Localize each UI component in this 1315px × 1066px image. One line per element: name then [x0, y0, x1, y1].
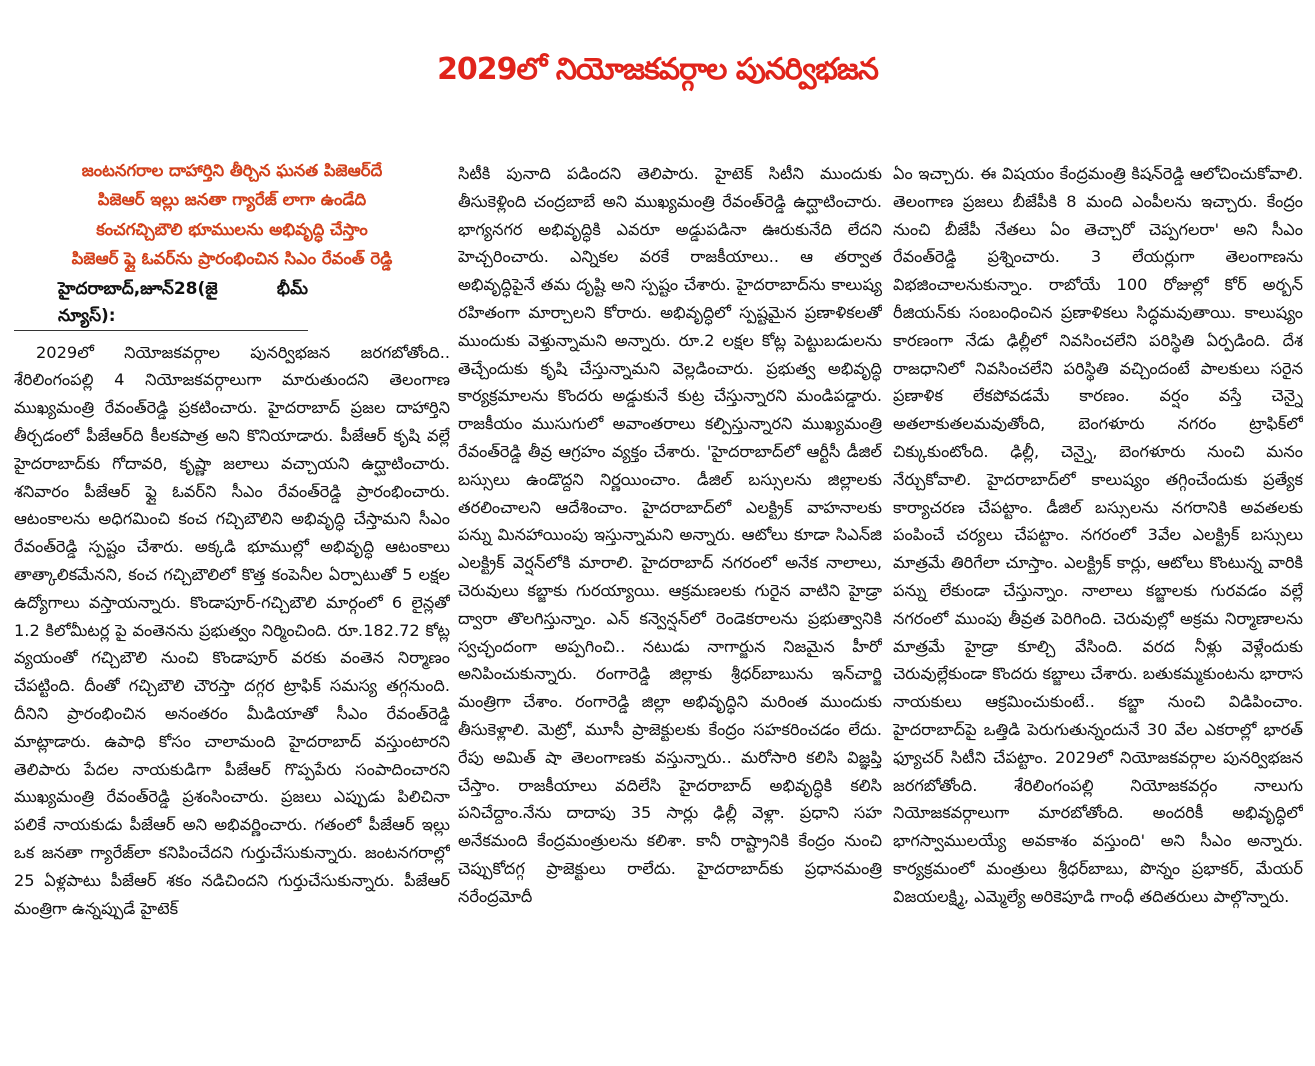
- article-text: సిటీకి పునాది పడిందని తెలిపారు. హైటెక్ సిటీని ముందుకు తీసుకెళ్లింది చంద్రబాబే అని ముఖ్యమంత్రి రేవంత్‌రెడ్డి ఉద్ఘాటించారు. భాగ్యనగర అభివృద్ధికి ఎవరూ అడ్డుపడినా ఊరుకునేది లేదని హెచ్చరించారు. ఎన్నికల వరకే రాజకీయాలు.. ఆ తర్వాత అభివృద్ధిపైనే తమ దృష్టి అని స్పష్టం చేశారు. హైదరాబాద్‌ను కాలుష్య రహితంగా మార్చాలని కోరారు. అభివృద్ధిలో స్పష్టమైన ప్రణాళికలతో ముందుకు వెళ్తున్నామని అన్నారు. రూ.2 లక్షల కోట్ల పెట్టుబడులను తెచ్చేందుకు కృషి చేస్తున్నామని వెల్లడించారు. ప్రభుత్వ అభివృద్ధి కార్యక్రమాలను కొందరు అడ్డుకునే కుట్ర చేస్తున్నారని మండిపడ్డారు. రాజకీయం ముసుగులో అవాంతరాలు కల్పిస్తున్నారని ముఖ్యమంత్రి రేవంత్‌రెడ్డి తీవ్ర ఆగ్రహం వ్యక్తం చేశారు. 'హైదరాబాద్‌లో ఆర్టీసీ డీజిల్ బస్సులు ఉండొద్దని నిర్ణయించాం. డీజిల్ బస్సులను జిల్లాలకు తరలించాలని ఆదేశించాం. హైదరాబాద్‌లో ఎలక్ట్రిక్ వాహనాలకు పన్ను మినహాయింపు ఇస్తున్నామని అన్నారు. ఆటోలు కూడా సిఎన్‌జి ఎలక్ట్రిక్ వెర్షన్‌లోకి మారాలి. హైదరాబాద్ నగరంలో అనేక నాలాలు, చెరువులు కబ్జాకు గురయ్యాయి. ఆక్రమణలకు గురైన వాటిని హైడ్రా ద్వారా తొలగిస్తున్నాం. ఎన్ కన్వెన్షన్‌లో రెండెకరాలను ప్రభుత్వానికి స్వచ్ఛందంగా అప్పగించి.. నటుడు నాగార్జున నిజమైన హీరో అనిపించుకున్నారు. రంగారెడ్డి జిల్లాకు శ్రీధర్‌బాబును ఇన్‌చార్జి మంత్రిగా చేశాం. రంగారెడ్డి జిల్లా అభివృద్ధిని మరింత ముందుకు తీసుకెళ్లాలి. మెట్రో, మూసీ ప్రాజెక్టులకు కేంద్రం సహకరించడం లేదు. రేపు అమిత్ షా తెలంగాణకు వస్తున్నారు.. మరోసారి కలిసి విజ్ఞప్తి చేస్తాం. రాజకీయాలు వదిలేసి హైదరాబాద్ అభివృద్ధికి కలిసి పనిచేద్దాం.నేను దాదాపు 35 సార్లు ఢిల్లీ వెళ్లా. ప్రధాని సహ అనేకమంది కేంద్రమంత్రులను కలిశా. కానీ రాష్ట్రానికి కేంద్రం నుంచి చెప్పుకోదగ్గ ప్రాజెక్టులు రాలేదు. హైదరాబాద్‌కు ప్రధానమంత్రి నరేంద్రమోదీ: [458, 164, 882, 906]
- page-headline: 2029లో నియోజకవర్గాల పునర్విభజన: [437, 52, 878, 87]
- highlights-box: [14, 156, 450, 274]
- article-text: ఏం ఇచ్చారు. ఈ విషయం కేంద్రమంత్రి కిషన్‌రెడ్డి ఆలోచించుకోవాలి. తెలంగాణ ప్రజలు బీజేపీకి 8 మంది ఎంపీలను ఇచ్చారు. కేంద్రం నుంచి బీజేపీ నేతలు ఏం తెచ్చారో చెప్పగలరా' అని సీఎం రేవంత్‌రెడ్డి ప్రశ్నించారు. 3 లేయర్లుగా తెలంగాణను విభజించాలనుకున్నాం. రాబోయే 100 రోజుల్లో కోర్ అర్బన్ రీజియన్‌కు సంబంధించిన ప్రణాళికలు సిద్ధమవుతాయి. కాలుష్యం కారణంగా నేడు ఢిల్లీలో నివసించలేని పరిస్థితి ఏర్పడింది. దేశ రాజధానిలో నివసించలేని పరిస్థితి వచ్చిందంటే పాలకులు సరైన ప్రణాళిక లేకపోవడమే కారణం. వర్షం వస్తే చెన్నై అతలాకుతలమవుతోంది, బెంగళూరు నగరం ట్రాఫిక్‌లో చిక్కుకుంటోంది. ఢిల్లీ, చెన్నై, బెంగళూరు నుంచి మనం నేర్చుకోవాలి. హైదరాబాద్‌లో కాలుష్యం తగ్గించేందుకు ప్రత్యేక కార్యాచరణ చేపట్టాం. డీజిల్ బస్సులను నగరానికి అవతలకు పంపించే చర్యలు చేపట్టాం. నగరంలో 3వేల ఎలక్ట్రిక్ బస్సులు మాత్రమే తిరిగేలా చూస్తాం. ఎలక్ట్రిక్ కార్లు, ఆటోలు కొంటున్న వారికి పన్ను లేకుండా చేస్తున్నాం. నాలాలు కబ్జాలకు గురవడం వల్లే నగరంలో ముంపు తీవ్రత పెరిగింది. చెరువుల్లో అక్రమ నిర్మాణాలను మాత్రమే హైడ్రా కూల్చి వేసింది. వరద నీళ్లు వెళ్లేందుకు చెరువుల్లేకుండా కొందరు కబ్జాలు చేశారు. బతుకమ్మకుంటను భారాస నాయకులు ఆక్రమించుకుంటే.. కబ్జా నుంచి విడిపించాం. హైదరాబాద్‌పై ఒత్తిడి పెరుగుతున్నందునే 30 వేల ఎకరాల్లో భారత్ ఫ్యూచర్ సిటీని చేపట్టాం. 2029లో నియోజకవర్గాల పునర్విభజన జరగబోతోంది. శేరిలింగంపల్లి నియోజకవర్గం నాలుగు నియోజకవర్గాలుగా మారబోతోంది. అందరికీ అభివృద్ధిలో భాగస్వాములయ్యే అవకాశం వస్తుంది' అని సీఎం అన్నారు. కార్యక్రమంలో మంత్రులు శ్రీధర్‌బాబు, పొన్నం ప్రభాకర్, మేయర్ విజయలక్ష్మి, ఎమ్మెల్యే అరికెపూడి గాంధీ తదితరులు పాల్గొన్నారు.: [893, 164, 1303, 906]
- article-column-3: [893, 160, 1303, 1065]
- article-column-1: [14, 156, 450, 1061]
- highlight-line: కంచగచ్చిబౌలి భూములను అభివృద్ధి చేస్తాం: [96, 219, 368, 239]
- dateline: హైదరాబాద్,జూన్28(జై భీమ్ న్యూస్):: [14, 276, 308, 331]
- highlight-line: పిజెఆర్ ఫ్లై ఓవర్‌ను ప్రారంభించిన సిఎం రేవంత్ రెడ్డి: [71, 249, 393, 269]
- article-column-2: [458, 160, 882, 1065]
- highlight-line: జంటనగరాల దాహార్తిని తీర్చిన ఘనత పిజెఆర్‌దే: [81, 161, 383, 180]
- highlight-line: పిజెఆర్ ఇల్లు జనతా గ్యారేజ్ లాగా ఉండేది: [97, 190, 367, 210]
- article-text: 2029లో నియోజకవర్గాల పునర్విభజన జరగబోతోంది.. శేరిలింగంపల్లి 4 నియోజకవర్గాలుగా మారుతుందని తెలంగాణ ముఖ్యమంత్రి రేవంత్‌రెడ్డి ప్రకటించారు. హైదరాబాద్ ప్రజల దాహార్తిని తీర్చడంలో పీజేఆర్‌ది కీలకపాత్ర అని కొనియాడారు. పీజేఆర్ కృషి వల్లే హైదరాబాద్‌కు గోదావరి, కృష్ణా జలాలు వచ్చాయని ఉద్ఘాటించారు. శనివారం పీజేఆర్ ఫ్లై ఓవర్‌ని సీఎం రేవంత్‌రెడ్డి ప్రారంభించారు. ఆటంకాలను అధిగమించి కంచ గచ్చిబౌలిని అభివృద్ధి చేస్తామని సీఎం రేవంత్‌రెడ్డి స్పష్టం చేశారు. అక్కడి భూముల్లో అభివృద్ధి ఆటంకాలు తాత్కాలికమేనని, కంచ గచ్చిబౌలిలో కొత్త కంపెనీల ఏర్పాటుతో 5 లక్షల ఉద్యోగాలు వస్తాయన్నారు. కొండాపూర్-గచ్చిబౌలి మార్గంలో 6 లైన్లతో 1.2 కిలోమీటర్ల పై వంతెనను ప్రభుత్వం నిర్మించింది. రూ.182.72 కోట్ల వ్యయంతో గచ్చిబౌలి నుంచి కొండాపూర్ వరకు వంతెన నిర్మాణం చేపట్టింది. దీంతో గచ్చిబౌలి చౌరస్తా దగ్గర ట్రాఫిక్ సమస్య తగ్గనుంది. దీనిని ప్రారంభించిన అనంతరం మీడియాతో సీఎం రేవంత్‌రెడ్డి మాట్లాడారు. ఉపాధి కోసం చాలామంది హైదరాబాద్ వస్తుంటారని తెలిపారు పేదల నాయకుడిగా పీజేఆర్ గొప్పపేరు సంపాదించారని ముఖ్యమంత్రి రేవంత్‌రెడ్డి ప్రశంసించారు. ప్రజలు ఎప్పుడు పిలిచినా పలికే నాయకుడు పీజేఆర్ అని అభివర్ణించారు. గతంలో పీజేఆర్ ఇల్లు ఒక జనతా గ్యారేజ్‌లా కనిపించేదని గుర్తుచేసుకున్నారు. జంటనగరాల్లో 25 ఏళ్లపాటు పీజేఆర్ శకం నడిచిందని గుర్తుచేసుకున్నారు. పీజేఆర్ మంత్రిగా ఉన్నప్పుడే హైటెక్: [14, 342, 450, 918]
